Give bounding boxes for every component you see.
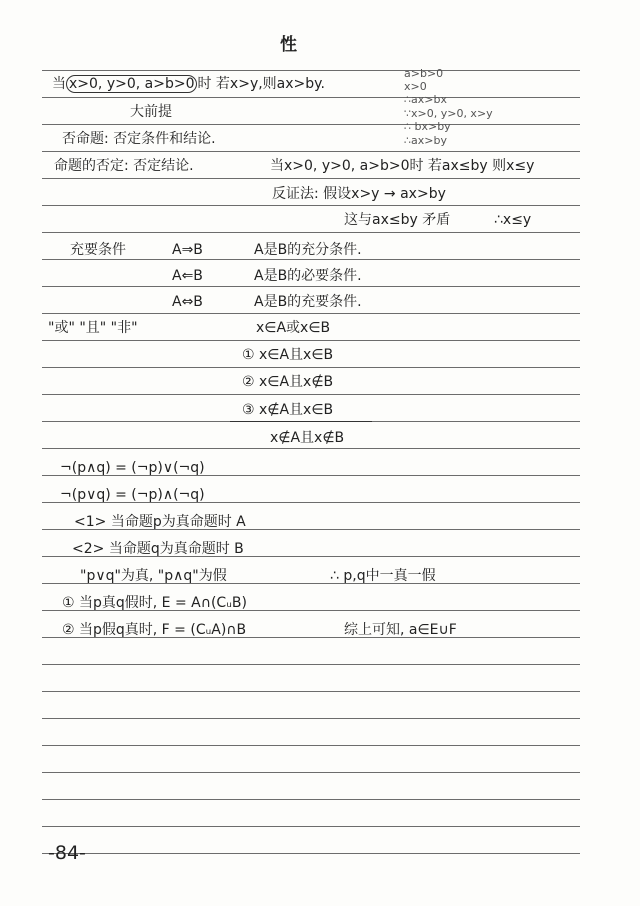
ruled-line bbox=[42, 718, 580, 719]
final-conclusion: 综上可知, a∈E∪F bbox=[344, 622, 457, 638]
ruled-line bbox=[42, 232, 580, 233]
ruled-line bbox=[42, 124, 580, 125]
text-fragment: 当 bbox=[52, 76, 66, 92]
set-expression: x∈A或x∈B bbox=[256, 320, 331, 336]
case-line: <2> 当命题q为真命题时 B bbox=[72, 541, 244, 557]
case-line: ② 当p假q真时, F = (CᵤA)∩B bbox=[62, 622, 247, 638]
ruled-line bbox=[42, 394, 580, 395]
side-note: a>b>0 bbox=[404, 67, 444, 80]
condition-text: A是B的必要条件. bbox=[254, 268, 362, 284]
case-line: <1> 当命题p为真命题时 A bbox=[74, 514, 246, 530]
set-expression: x∉A且x∉B bbox=[270, 430, 345, 446]
page-header: 性 bbox=[280, 35, 298, 55]
proof-by-contradiction: 反证法: 假设x>y → ax>by bbox=[272, 186, 446, 202]
ruled-line bbox=[42, 745, 580, 746]
ruled-line bbox=[42, 259, 580, 260]
implication: A⇐B bbox=[172, 268, 203, 284]
inverse-proposition: 否命题: 否定条件和结论. bbox=[62, 131, 216, 147]
ruled-line bbox=[42, 691, 580, 692]
case-line: "p∨q"为真, "p∧q"为假 bbox=[80, 568, 227, 584]
implication: A⇒B bbox=[172, 242, 203, 258]
case-line: ① 当p真q假时, E = A∩(CᵤB) bbox=[62, 595, 247, 611]
ruled-line bbox=[42, 97, 580, 98]
premise-line bbox=[52, 76, 325, 92]
ruled-line bbox=[42, 178, 580, 179]
formula: ¬(p∨q) = (¬p)∧(¬q) bbox=[60, 487, 205, 503]
side-note: x>0 bbox=[404, 80, 427, 93]
condition-text: A是B的充要条件. bbox=[254, 294, 362, 310]
ruled-line bbox=[42, 70, 580, 71]
ruled-line bbox=[42, 313, 580, 314]
set-expression: ③ x∉A且x∈B bbox=[242, 402, 334, 418]
ruled-line bbox=[42, 286, 580, 287]
contradiction-line: 这与ax≤by 矛盾 bbox=[344, 212, 451, 228]
implication: A⇔B bbox=[172, 294, 203, 310]
underline bbox=[230, 421, 372, 422]
ruled-line bbox=[42, 205, 580, 206]
ruled-line bbox=[42, 799, 580, 800]
ruled-line bbox=[42, 151, 580, 152]
ruled-line bbox=[42, 772, 580, 773]
section-heading: "或" "且" "非" bbox=[48, 320, 138, 336]
negation-of-proposition: 命题的否定: 否定结论. bbox=[54, 158, 194, 174]
ruled-line bbox=[42, 853, 580, 854]
conclusion: ∴x≤y bbox=[494, 212, 532, 228]
ruled-line bbox=[42, 367, 580, 368]
ruled-line bbox=[42, 340, 580, 341]
premise-note: 大前提 bbox=[130, 104, 172, 120]
condition-text: A是B的充分条件. bbox=[254, 242, 362, 258]
ruled-line bbox=[42, 826, 580, 827]
page-number: -84- bbox=[48, 842, 86, 864]
negation-statement: 当x>0, y>0, a>b>0时 若ax≤by 则x≤y bbox=[270, 158, 535, 174]
text-fragment: 时 若x>y,则ax>by. bbox=[197, 76, 325, 92]
side-note: ∵x>0, y>0, x>y bbox=[404, 107, 493, 120]
set-expression: ① x∈A且x∈B bbox=[242, 347, 334, 363]
set-expression: ② x∈A且x∉B bbox=[242, 374, 334, 390]
ruled-line bbox=[42, 664, 580, 665]
side-note: ∴ax>by bbox=[404, 134, 447, 147]
ruled-line bbox=[42, 448, 580, 449]
circled-condition: x>0, y>0, a>b>0 bbox=[66, 75, 197, 93]
section-heading: 充要条件 bbox=[70, 242, 126, 258]
side-note: ∴ax>bx bbox=[404, 93, 447, 106]
case-conclusion: ∴ p,q中一真一假 bbox=[330, 568, 436, 584]
side-note: ∴ bx>by bbox=[404, 120, 451, 133]
formula: ¬(p∧q) = (¬p)∨(¬q) bbox=[60, 460, 205, 476]
